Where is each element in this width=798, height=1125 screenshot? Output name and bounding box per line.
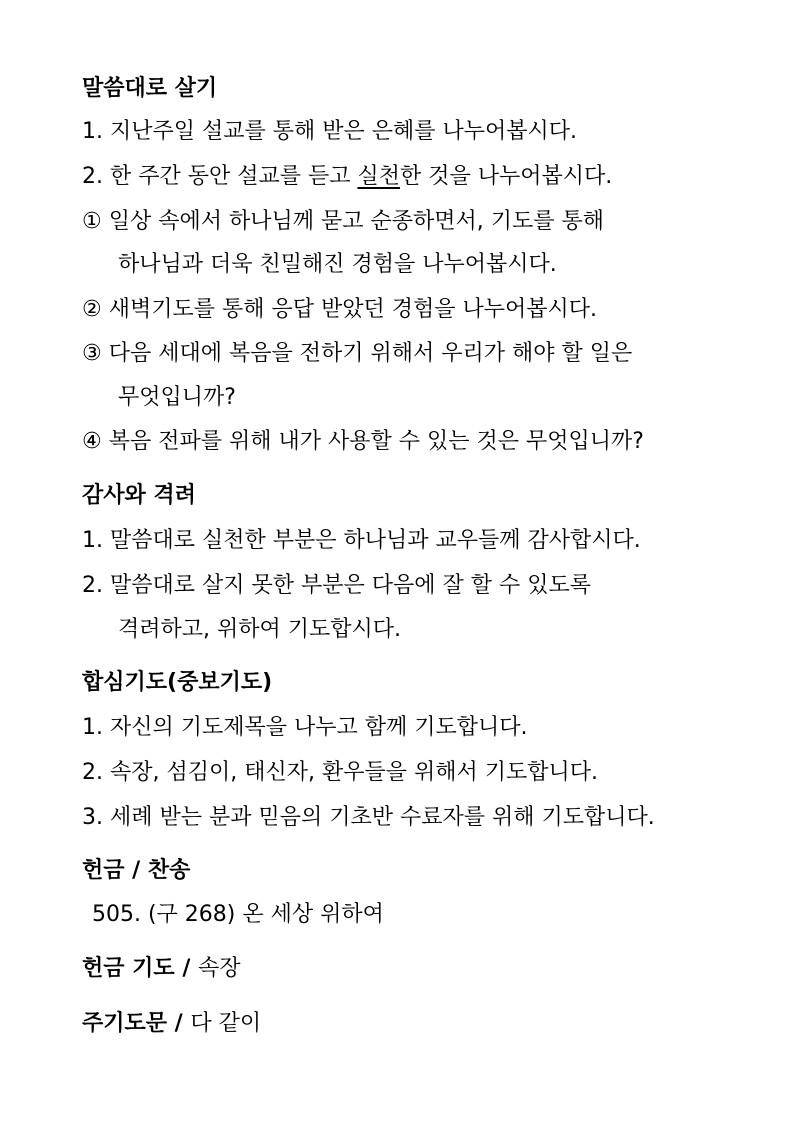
living-subitem-1-cont: 하나님과 더욱 친밀해진 경험을 나누어봅시다. bbox=[118, 252, 557, 277]
section-title-living: 말씀대로 살기 bbox=[82, 76, 218, 101]
offering-prayer-title: 헌금 기도 / bbox=[82, 956, 199, 981]
section-title-offering: 헌금 / 찬송 bbox=[82, 858, 191, 883]
lords-prayer-line bbox=[82, 1009, 261, 1039]
lords-prayer-value: 다 같이 bbox=[190, 1011, 262, 1036]
living-item-2-prefix: 2. 한 주간 동안 설교를 듣고 bbox=[82, 164, 358, 189]
thanks-item-2: 2. 말씀대로 살지 못한 부분은 다음에 잘 할 수 있도록 bbox=[82, 573, 591, 598]
living-subitem-3: ③ 다음 세대에 복음을 전하기 위해서 우리가 해야 할 일은 bbox=[82, 341, 633, 366]
section-title-thanks: 감사와 격려 bbox=[82, 483, 196, 508]
prayer-item-1: 1. 자신의 기도제목을 나누고 함께 기도합니다. bbox=[82, 715, 528, 740]
living-subitem-1: ① 일상 속에서 하나님께 묻고 순종하면서, 기도를 통해 bbox=[82, 209, 604, 234]
living-subitem-3-cont: 무엇입니까? bbox=[118, 385, 236, 410]
living-item-1: 1. 지난주일 설교를 통해 받은 은혜를 나누어봅시다. bbox=[82, 119, 577, 144]
thanks-item-1: 1. 말씀대로 실천한 부분은 하나님과 교우들께 감사합시다. bbox=[82, 528, 641, 553]
prayer-item-2: 2. 속장, 섬김이, 태신자, 환우들을 위해서 기도합니다. bbox=[82, 760, 598, 785]
prayer-item-3: 3. 세례 받는 분과 믿음의 기초반 수료자를 위해 기도합니다. bbox=[82, 805, 655, 830]
offering-prayer-value: 속장 bbox=[198, 956, 241, 981]
living-item-2 bbox=[82, 162, 612, 192]
living-subitem-2: ② 새벽기도를 통해 응답 받았던 경험을 나누어봅시다. bbox=[82, 297, 597, 322]
offering-prayer-line bbox=[82, 954, 241, 984]
thanks-item-2-cont: 격려하고, 위하여 기도합시다. bbox=[118, 617, 401, 642]
section-title-prayer: 합심기도(중보기도) bbox=[82, 670, 273, 695]
living-item-2-underlined-word: 실천 bbox=[357, 164, 400, 189]
lords-prayer-title: 주기도문 / bbox=[82, 1011, 191, 1036]
living-item-2-suffix: 한 것을 나누어봅시다. bbox=[400, 164, 613, 189]
hymn-line: 505. (구 268) 온 세상 위하여 bbox=[92, 902, 384, 927]
living-subitem-4: ④ 복음 전파를 위해 내가 사용할 수 있는 것은 무엇입니까? bbox=[82, 429, 644, 454]
